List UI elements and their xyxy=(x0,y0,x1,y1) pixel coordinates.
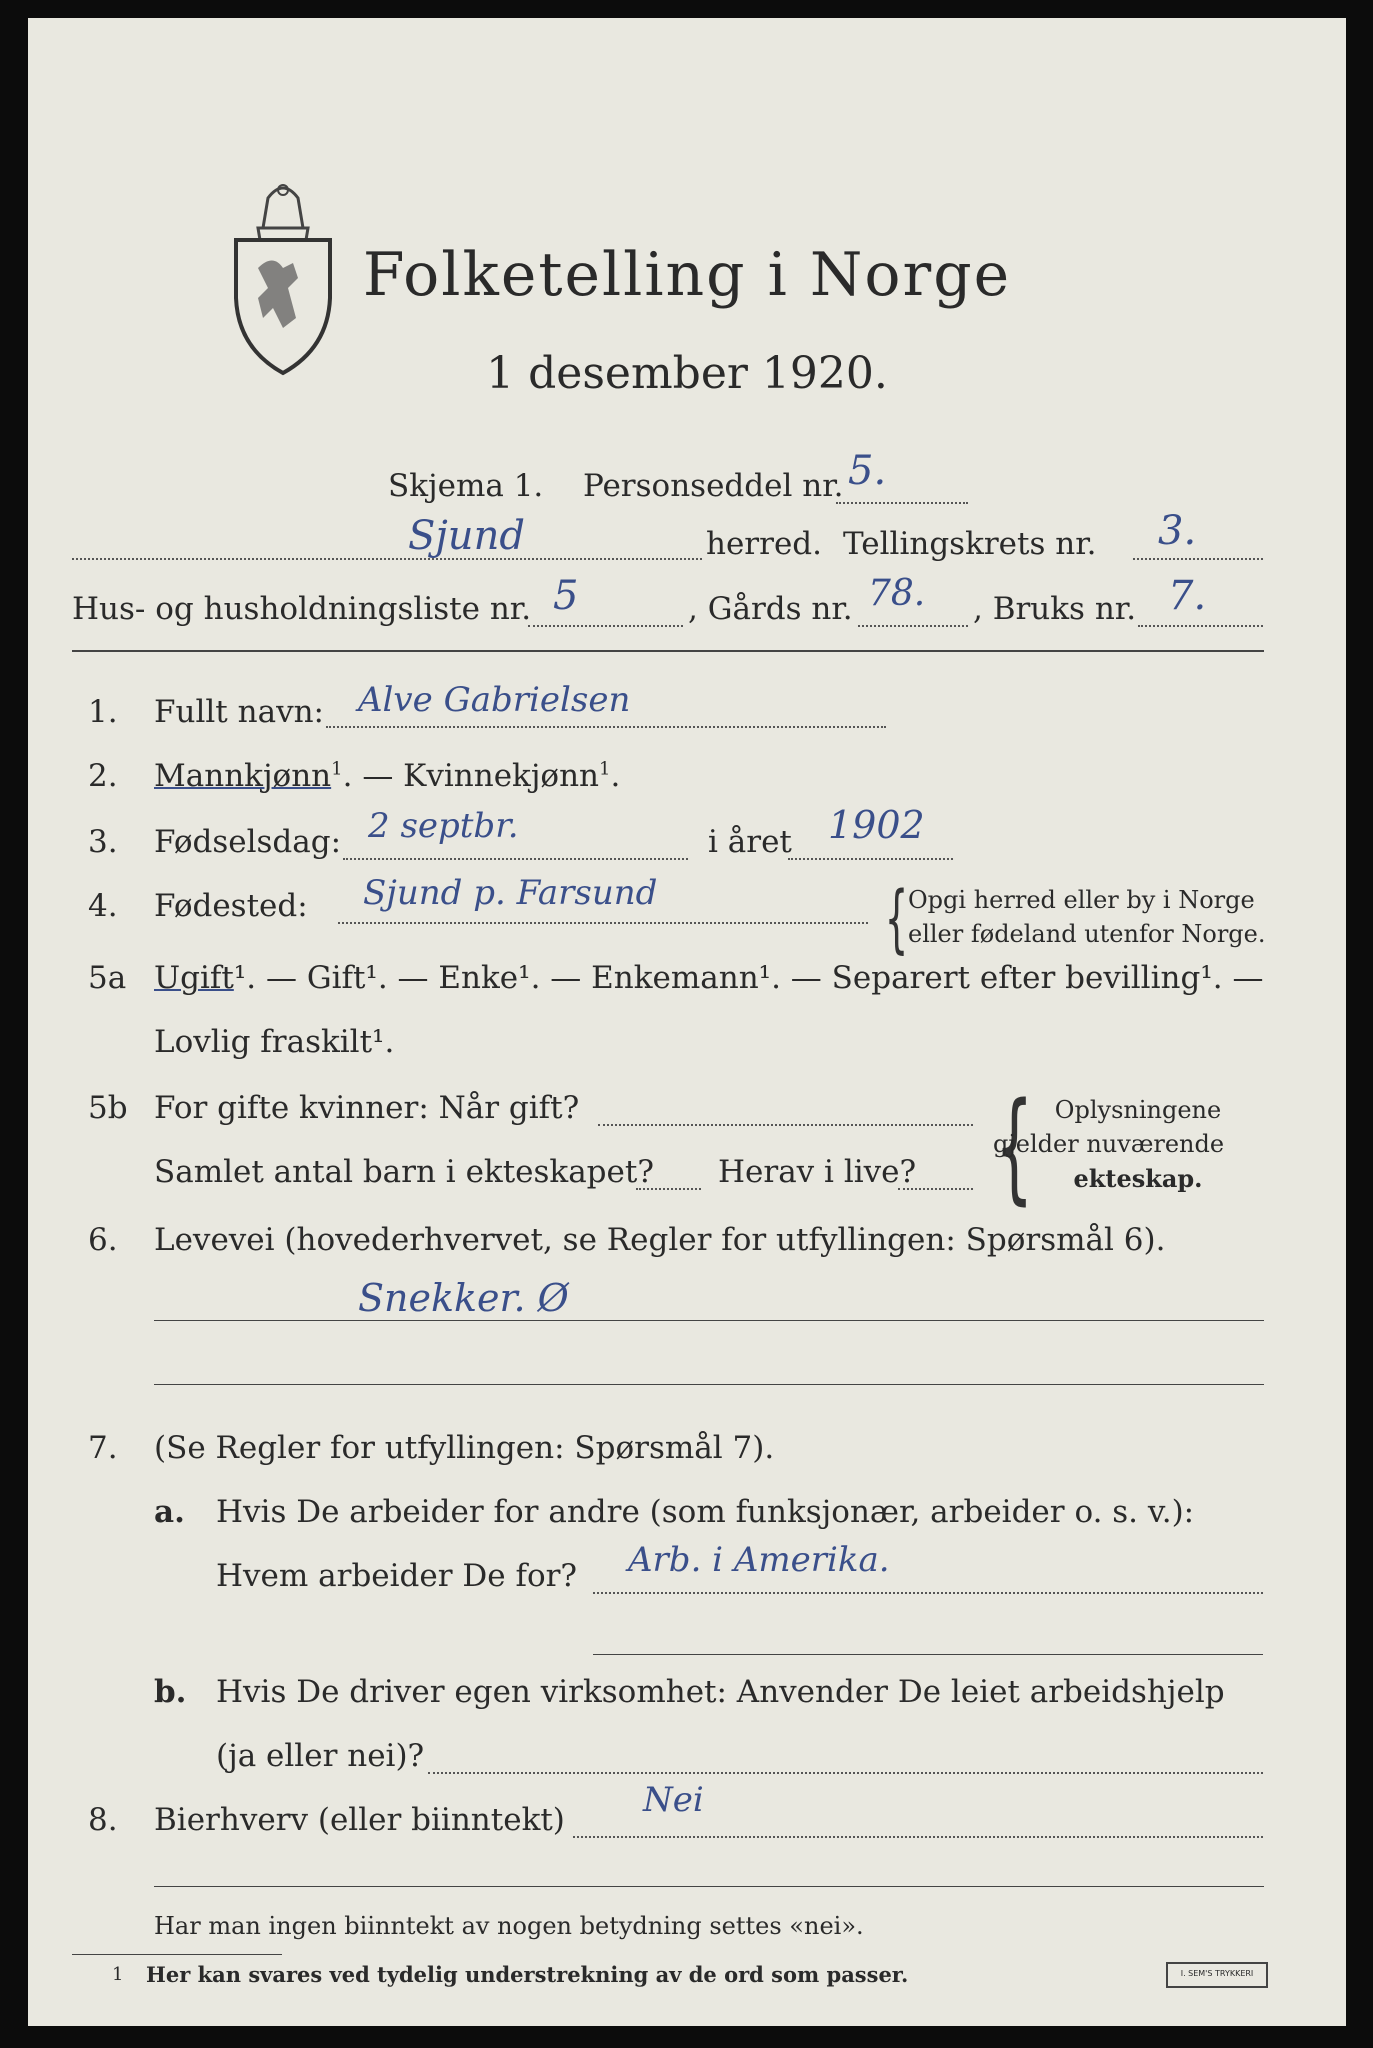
census-form xyxy=(28,18,1346,2026)
q1-line xyxy=(326,726,886,728)
q5b-text1: For gifte kvinner: Når gift? xyxy=(154,1090,580,1126)
q7a-letter: a. xyxy=(154,1494,185,1530)
q4-line xyxy=(338,922,868,924)
q5a-options[interactable]: ¹. — Gift¹. — Enke¹. — Enkemann¹. — Separert efter bevilling¹. — xyxy=(233,960,1264,996)
header-divider xyxy=(72,650,1264,652)
gards-value[interactable]: 78. xyxy=(868,573,926,614)
tellingskrets-value[interactable]: 3. xyxy=(1158,508,1197,554)
personseddel-label: Personseddel nr. xyxy=(583,468,844,504)
q7-number: 7. xyxy=(88,1430,118,1466)
bruks-line xyxy=(1138,625,1263,627)
q7b-letter: b. xyxy=(154,1674,187,1710)
q3-year-value[interactable]: 1902 xyxy=(828,803,925,847)
q4-note-line1: Opgi herred eller by i Norge xyxy=(908,886,1255,914)
q6-number: 6. xyxy=(88,1222,118,1258)
q6-line2[interactable] xyxy=(154,1384,1264,1385)
hus-label: Hus- og husholdningsliste nr. xyxy=(72,591,532,627)
q1-number: 1. xyxy=(88,694,118,730)
hus-value[interactable]: 5 xyxy=(553,573,579,619)
q4-label: Fødested: xyxy=(154,888,308,924)
form-date: 1 desember 1920. xyxy=(486,348,888,399)
q5b-when-line[interactable] xyxy=(598,1124,973,1126)
q4-number: 4. xyxy=(88,888,118,924)
q3-year-label: i året xyxy=(708,824,792,860)
q7a-line2[interactable] xyxy=(593,1654,1263,1655)
q2-sup1: 1 xyxy=(331,758,343,780)
q4-value[interactable]: Sjund p. Farsund xyxy=(363,873,658,913)
q5b-note-line3: ekteskap. xyxy=(1073,1164,1203,1193)
q5a-text xyxy=(154,960,1263,996)
q5b-note-line1: Oplysningene xyxy=(1054,1096,1222,1124)
q8-value[interactable]: Nei xyxy=(643,1780,704,1820)
hus-line xyxy=(528,625,683,627)
personseddel-line xyxy=(836,502,968,504)
q6-line1 xyxy=(154,1320,1264,1321)
printer-stamp: I. SEM'S TRYKKERI xyxy=(1166,1962,1268,1988)
bruks-value[interactable]: 7. xyxy=(1168,573,1207,619)
q1-value[interactable]: Alve Gabrielsen xyxy=(358,680,631,720)
q5b-text3: Herav i live? xyxy=(718,1154,917,1190)
q7-text: (Se Regler for utfyllingen: Spørsmål 7). xyxy=(154,1430,775,1466)
q3-year-line xyxy=(788,858,953,860)
q3-label: Fødselsdag: xyxy=(154,824,342,860)
herred-label: herred. xyxy=(706,526,822,562)
q5b-alive-line[interactable] xyxy=(898,1188,973,1190)
q7b-text2: (ja eller nei)? xyxy=(216,1738,425,1774)
q6-text: Levevei (hovederhvervet, se Regler for utfyllingen: Spørsmål 6). xyxy=(154,1222,1166,1258)
tellingskrets-line xyxy=(1133,558,1263,560)
nei-note: Har man ingen biinntekt av nogen betydning settes «nei». xyxy=(154,1912,864,1940)
q8-number: 8. xyxy=(88,1802,118,1838)
q3-line xyxy=(343,858,688,860)
q7a-text: Hvis De arbeider for andre (som funksjonær, arbeider o. s. v.): xyxy=(216,1494,1195,1530)
tellingskrets-label: Tellingskrets nr. xyxy=(843,526,1097,562)
q5b-number: 5b xyxy=(88,1090,128,1126)
footnote-text: Her kan svares ved tydelig understrekning av de ord som passer. xyxy=(146,1962,909,1987)
q5b-text2: Samlet antal barn i ekteskapet? xyxy=(154,1154,654,1190)
q2-text xyxy=(154,758,620,794)
q2-rest[interactable]: . — Kvinnekjønn xyxy=(342,758,600,794)
q7a-text2: Hvem arbeider De for? xyxy=(216,1558,578,1594)
q5b-brace: { xyxy=(995,1078,1034,1217)
q2-male[interactable]: Mannkjønn xyxy=(154,758,332,794)
herred-value[interactable]: Sjund xyxy=(408,513,525,559)
q3-number: 3. xyxy=(88,824,118,860)
q6-value[interactable]: Snekker. Ø xyxy=(358,1276,569,1320)
form-title: Folketelling i Norge xyxy=(362,240,1012,310)
q5a-text2[interactable]: Lovlig fraskilt¹. xyxy=(154,1024,395,1060)
personseddel-value[interactable]: 5. xyxy=(848,448,887,494)
q8-line xyxy=(573,1836,1263,1838)
q8-line2[interactable] xyxy=(154,1886,1264,1887)
q5b-note-line2: gjelder nuværende xyxy=(993,1130,1225,1158)
q2-end: . xyxy=(610,758,621,794)
q2-number: 2. xyxy=(88,758,118,794)
q7a-line xyxy=(593,1592,1263,1594)
footnote-number: 1 xyxy=(112,1964,124,1985)
q4-brace: { xyxy=(884,876,909,962)
q5a-number: 5a xyxy=(88,960,127,996)
q5b-children-line[interactable] xyxy=(636,1188,701,1190)
q3-value[interactable]: 2 septbr. xyxy=(368,806,519,846)
q7a-value[interactable]: Arb. i Amerika. xyxy=(628,1540,890,1580)
q4-note-line2: eller fødeland utenfor Norge. xyxy=(908,920,1266,948)
q1-label: Fullt navn: xyxy=(154,694,324,730)
herred-line xyxy=(72,558,702,560)
gards-label: , Gårds nr. xyxy=(688,591,853,627)
footnote-rule xyxy=(72,1954,282,1955)
gards-line xyxy=(858,625,968,627)
q7b-line[interactable] xyxy=(428,1772,1263,1774)
q2-sup2: 1 xyxy=(599,758,611,780)
skjema-label: Skjema 1. xyxy=(388,468,544,504)
bruks-label: , Bruks nr. xyxy=(973,591,1137,627)
q5a-ugift[interactable]: Ugift xyxy=(154,960,234,996)
q7b-text: Hvis De driver egen virksomhet: Anvender De leiet arbeidshjelp xyxy=(216,1674,1225,1710)
q8-text: Bierhverv (eller biinntekt) xyxy=(154,1802,565,1838)
